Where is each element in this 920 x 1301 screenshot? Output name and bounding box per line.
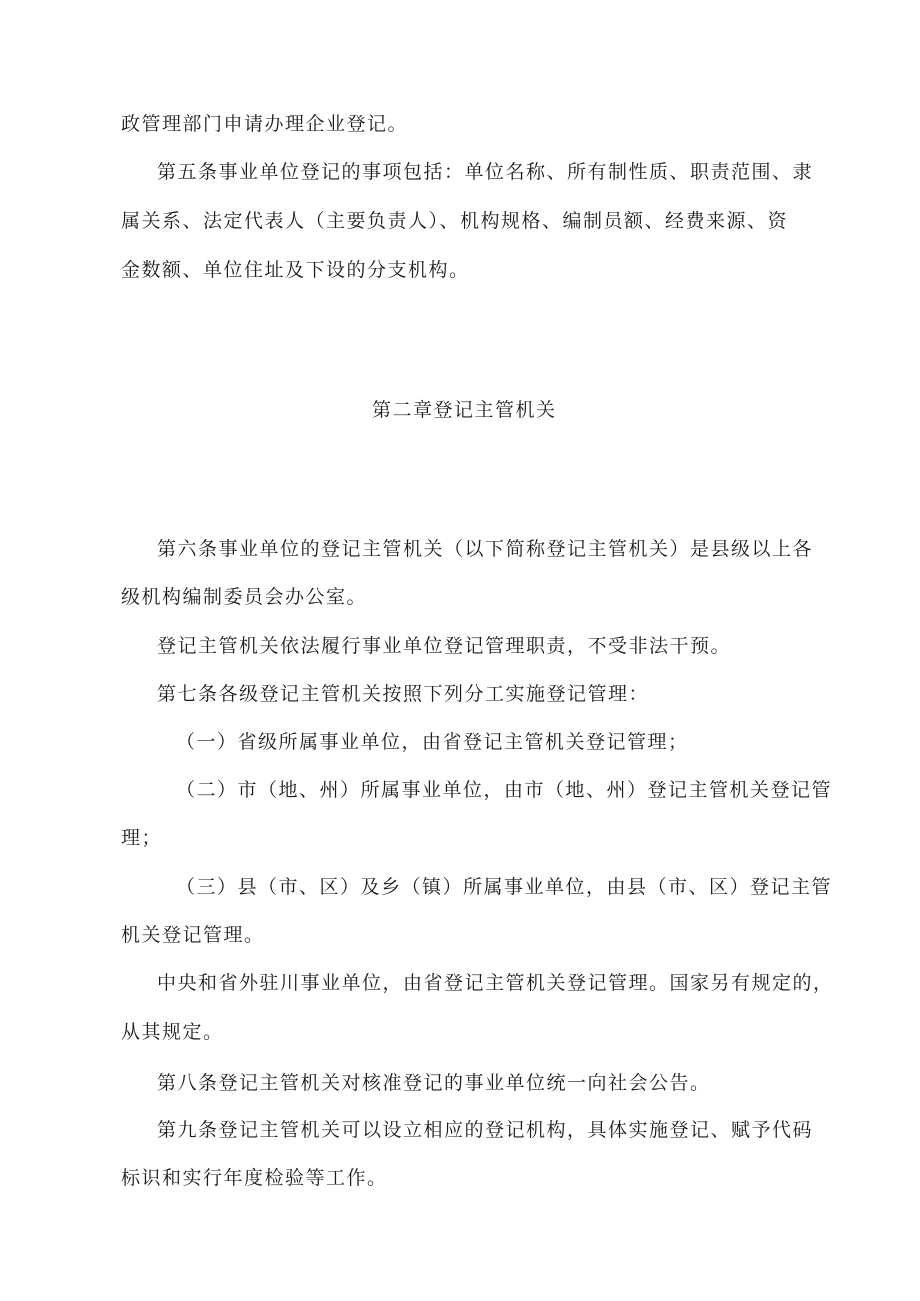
article-7-item-3-line-1: （三）县（市、区）及乡（镇）所属事业单位，由县（市、区）登记主管	[176, 876, 833, 898]
article-7-item-2-line-2: 理；	[121, 827, 163, 849]
article-8-line: 第八条登记主管机关对核准登记的事业单位统一向社会公告。	[157, 1072, 711, 1094]
article-9-line-2: 标识和实行年度检验等工作。	[121, 1167, 388, 1189]
article-7-item-3-line-2: 机关登记管理。	[121, 924, 265, 946]
article-5-line-1: 第五条事业单位登记的事项包括：单位名称、所有制性质、职责范围、隶	[157, 161, 814, 183]
article-5-line-2: 属关系、法定代表人（主要负责人）、机构规格、编制员额、经费来源、资	[121, 210, 789, 232]
article-7-line-1: 第七条各级登记主管机关按照下列分工实施登记管理：	[157, 683, 650, 705]
article-7-item-1: （一）省级所属事业单位，由省登记主管机关登记管理；	[176, 731, 689, 753]
article-5-line-3: 金数额、单位住址及下设的分支机构。	[121, 259, 470, 281]
paragraph-line: 政管理部门申请办理企业登记。	[121, 113, 409, 135]
article-7-item-2-line-1: （二）市（地、州）所属事业单位，由市（地、州）登记主管机关登记管	[176, 779, 833, 801]
article-6-line-2: 级机构编制委员会办公室。	[121, 586, 368, 608]
article-7-paragraph-last-line-1: 中央和省外驻川事业单位，由省登记主管机关登记管理。国家另有规定的，	[157, 972, 834, 994]
article-6-line-1: 第六条事业单位的登记主管机关（以下简称登记主管机关）是县级以上各	[157, 538, 814, 560]
article-7-paragraph-last-line-2: 从其规定。	[121, 1021, 224, 1043]
chapter-title: 第二章登记主管机关	[372, 399, 557, 421]
article-9-line-1: 第九条登记主管机关可以设立相应的登记机构，具体实施登记、赋予代码	[157, 1119, 814, 1141]
article-6-paragraph-2: 登记主管机关依法履行事业单位登记管理职责，不受非法干预。	[157, 635, 732, 657]
